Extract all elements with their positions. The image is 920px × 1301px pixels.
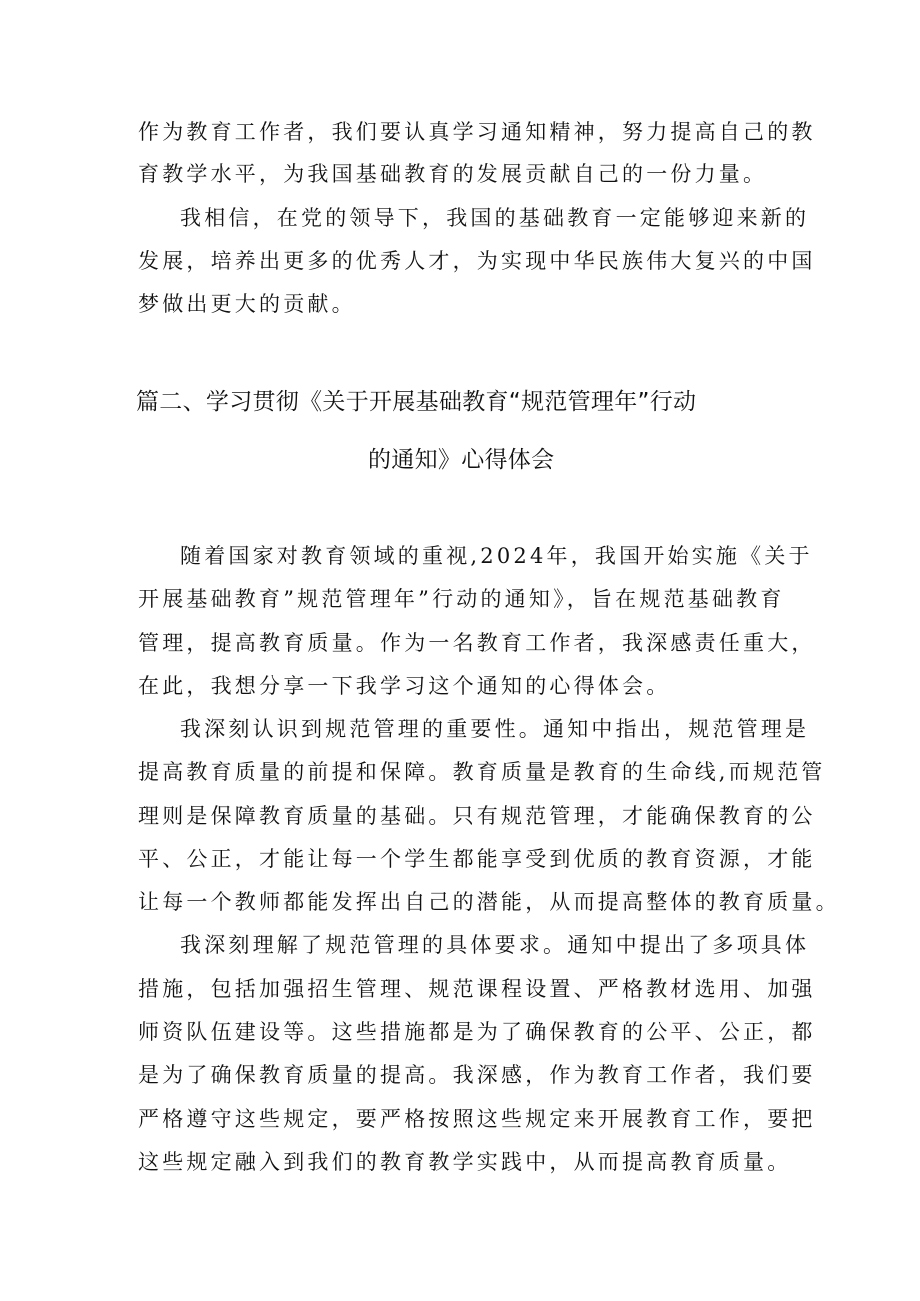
- paragraph-line: 育教学水平，为我国基础教育的发展贡献自己的一份力量。: [138, 162, 768, 186]
- paragraph-line: 管理，提高教育质量。作为一名教育工作者，我深感责任重大，: [138, 631, 816, 655]
- paragraph-line: 梦做出更大的贡献。: [138, 292, 356, 316]
- section-title-line-2: 的通知》心得体会: [368, 447, 555, 473]
- paragraph-line: 是为了确保教育质量的提高。我深感，作为教育工作者，我们要: [138, 1063, 816, 1087]
- paragraph-line: 我深刻认识到规范管理的重要性。通知中指出，规范管理是: [180, 717, 810, 741]
- section-title-line-1: 篇二、学习贯彻《关于开展基础教育“规范管理年”行动: [136, 389, 697, 415]
- paragraph-line: 随着国家对教育领域的重视,2024年，我国开始实施《关于: [180, 544, 813, 568]
- paragraph-line: 让每一个教师都能发挥出自己的潜能，从而提高整体的教育质量。: [138, 890, 840, 914]
- paragraph-line: 平、公正，才能让每一个学生都能享受到优质的教育资源，才能: [138, 847, 816, 871]
- paragraph-line: 理则是保障教育质量的基础。只有规范管理，才能确保教育的公: [138, 804, 816, 828]
- paragraph-line: 我相信，在党的领导下，我国的基础教育一定能够迎来新的: [180, 206, 810, 230]
- paragraph-line: 在此，我想分享一下我学习这个通知的心得体会。: [138, 674, 671, 698]
- paragraph-line: 提高教育质量的前提和保障。教育质量是教育的生命线,而规范管: [138, 760, 826, 784]
- paragraph-line: 这些规定融入到我们的教育教学实践中，从而提高教育质量。: [138, 1150, 792, 1174]
- paragraph-line: 我深刻理解了规范管理的具体要求。通知中提出了多项具体: [180, 933, 810, 957]
- paragraph-line: 措施，包括加强招生管理、规范课程设置、严格教材选用、加强: [138, 977, 816, 1001]
- paragraph-line: 作为教育工作者，我们要认真学习通知精神，努力提高自己的教: [138, 120, 816, 144]
- paragraph-line: 师资队伍建设等。这些措施都是为了确保教育的公平、公正，都: [138, 1020, 816, 1044]
- paragraph-line: 开展基础教育”规范管理年”行动的通知》，旨在规范基础教育: [138, 587, 785, 611]
- paragraph-line: 严格遵守这些规定，要严格按照这些规定来开展教育工作，要把: [138, 1107, 816, 1131]
- paragraph-line: 发展，培养出更多的优秀人才，为实现中华民族伟大复兴的中国: [138, 249, 816, 273]
